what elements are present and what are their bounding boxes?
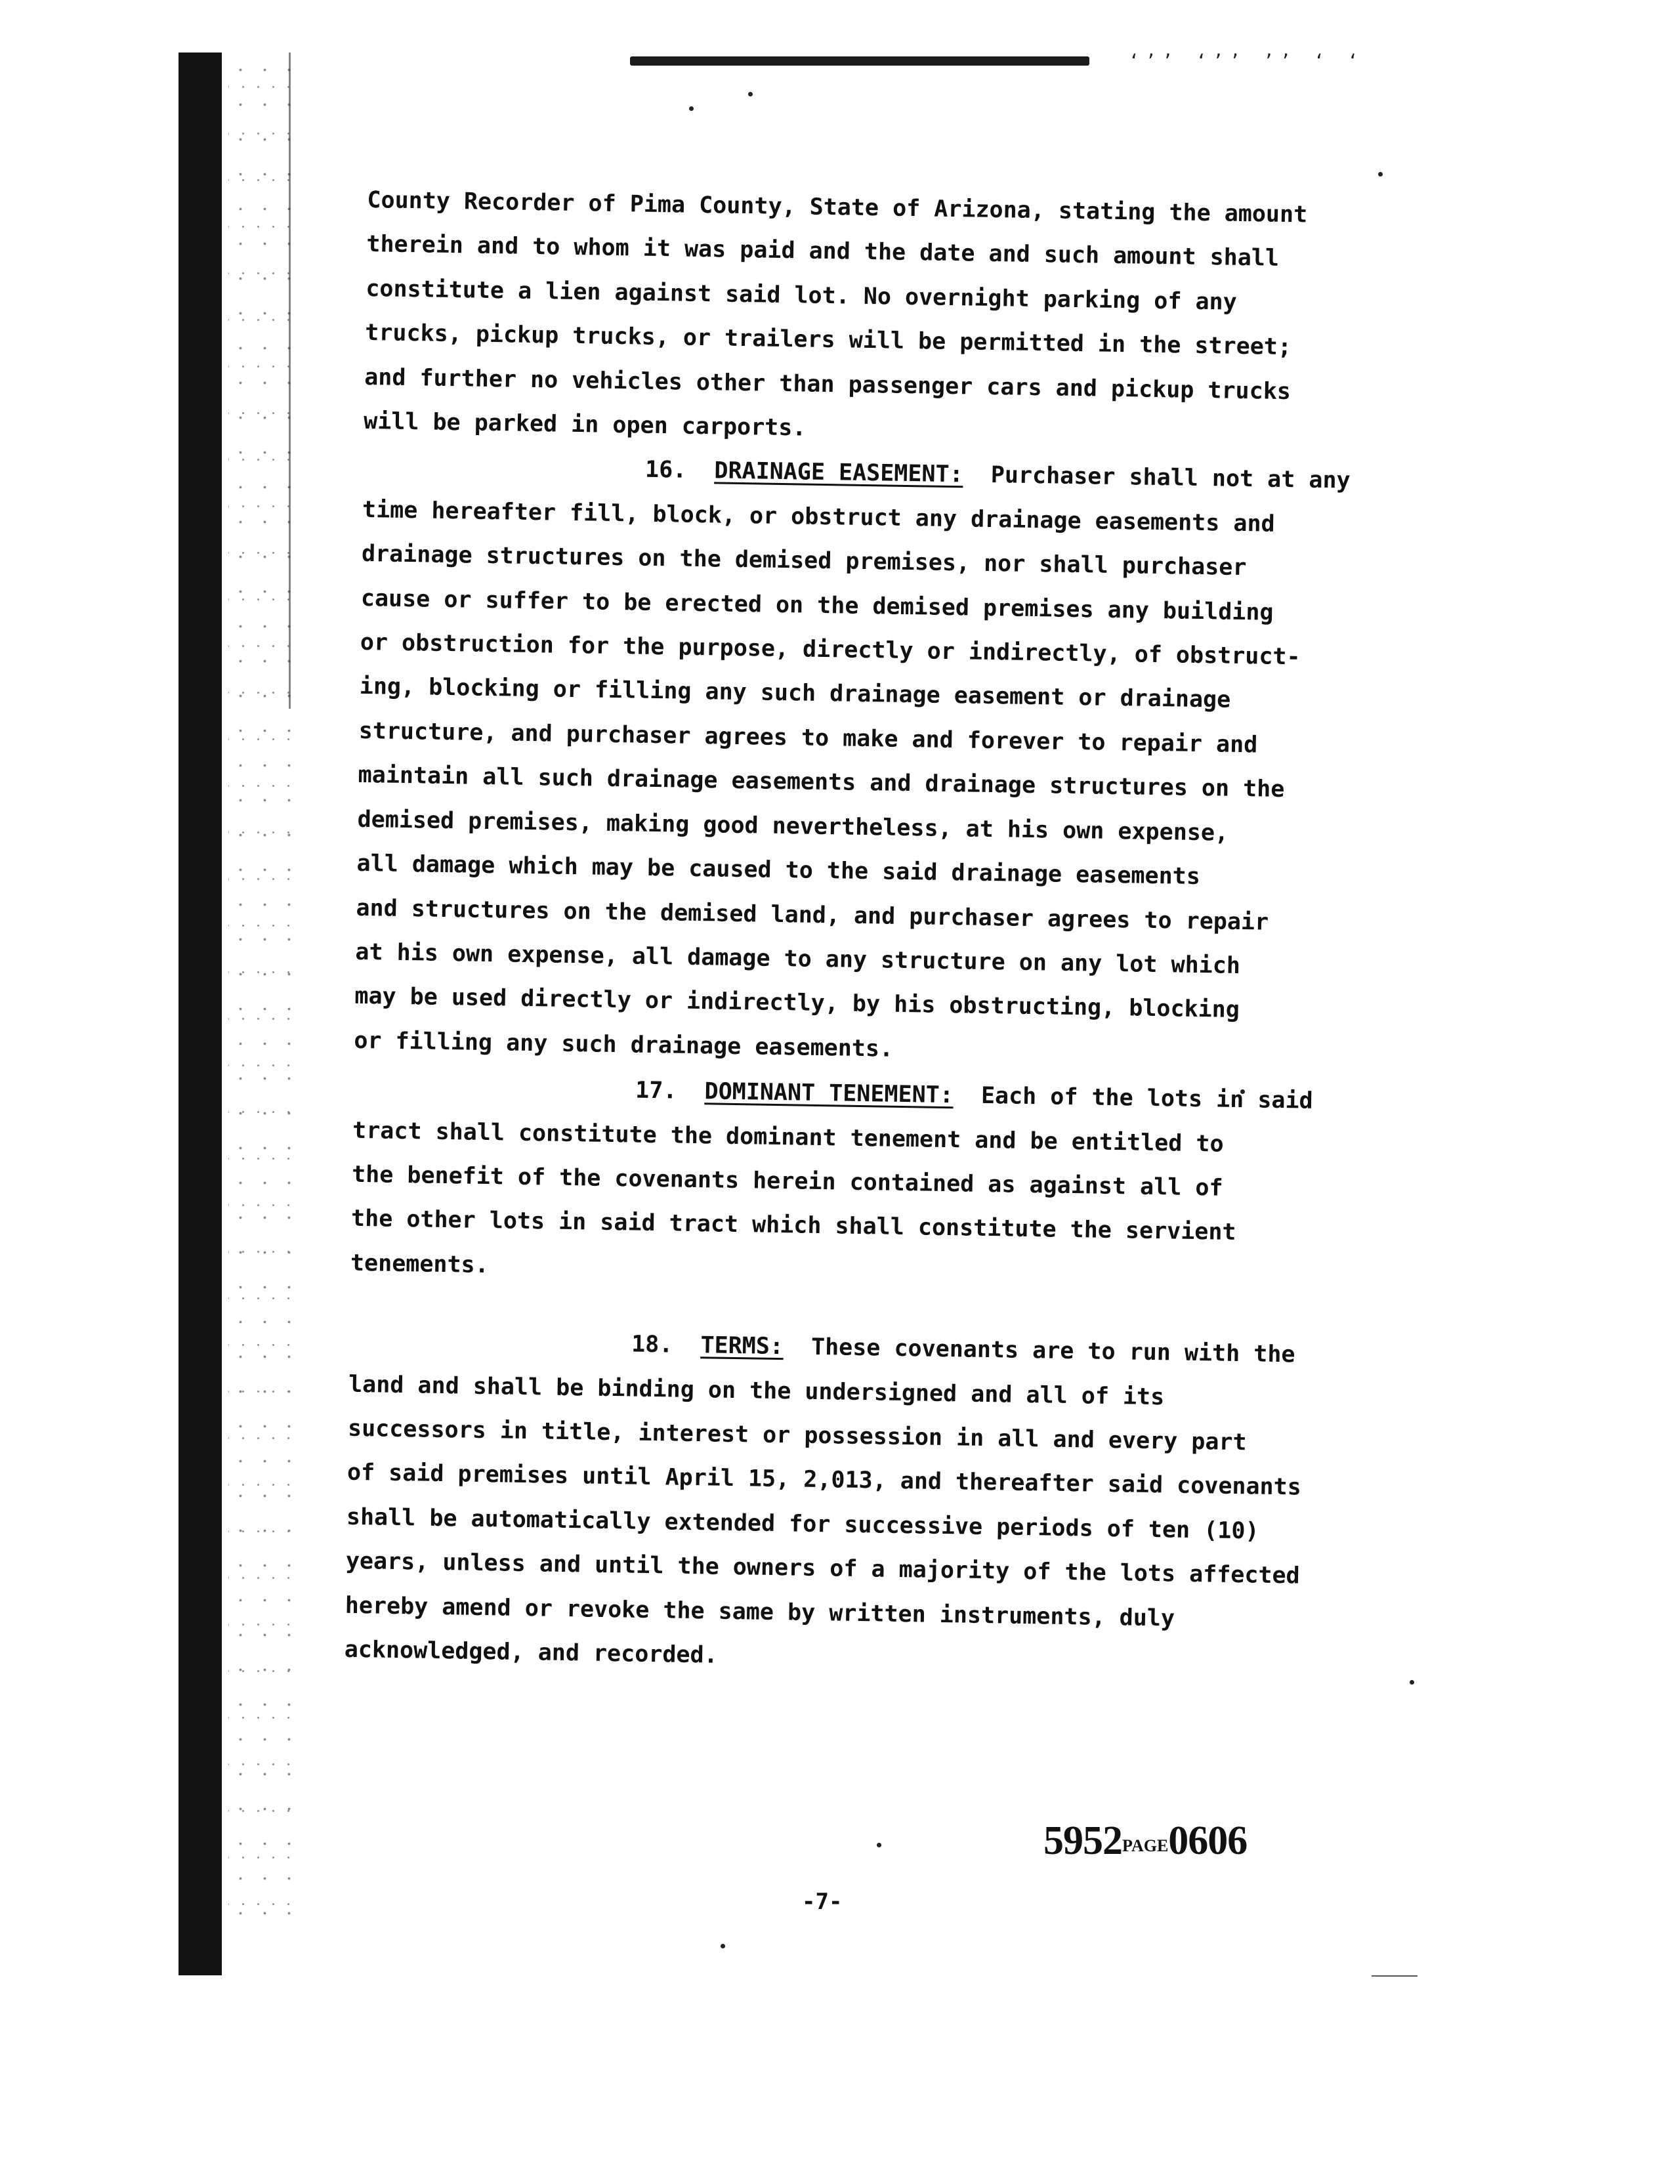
scan-dot	[877, 1843, 881, 1847]
binding-line	[289, 52, 291, 709]
section-body: time hereafter fill, block, or obstruct any drainage easements and drainage structures on the demised premises, nor shall purchaser cause or suffer to be erected on the demised premises any building or obstruction for the purpose, directly or indirectly, of obstruct- ing, blocking or filling any such drainage easement or drainage structure, and purchaser agrees to make and forever to repair and maintain all such drainage easements and drainage structures on the demised premises, making good nevertheless, at his own expense, all damage which may be caused to the said drainage easements and structures on the demised land, and purchaser agrees to repair at his own expense, all damage to any structure on any lot which may be used directly or indirectly, by his obstructing, blocking or filling any such drainage easements.	[354, 496, 1301, 1062]
scan-dot	[689, 106, 694, 111]
section-number: 16.	[644, 457, 687, 484]
top-edge-marks: ‘’’ ‘’’ ’’ ‘ ‘	[1129, 51, 1365, 71]
section-first-line: Purchaser shall not at any	[990, 462, 1351, 495]
book-number: 5952	[1043, 1818, 1122, 1863]
page-reference: 0606	[1168, 1818, 1248, 1863]
opening-paragraph: County Recorder of Pima County, State of Arizona, stating the amount therein and to whom it was paid and the date and such amount shall constitute a lien against said lot. No overnight parking of any trucks, pickup trucks, or trailers will be permitted in the street; and further no vehicles other than passenger cars and pickup trucks will be parked in open carports.	[363, 186, 1308, 442]
section-body: land and shall be binding on the undersigned and all of its successors in title, interest or possession in all and every part of said premises until April 15, 2,013, and thereafter said covenants shall be automatically extended for successive periods of ten (10) years, unless and until the owners of a majority of the lots affected hereby amend or revoke the same by written instruments, duly acknowledged, and recorded.	[344, 1371, 1302, 1669]
section-heading: DRAINAGE EASEMENT:	[714, 457, 964, 488]
section-first-line: These covenants are to run with the	[810, 1334, 1295, 1368]
page-label: PAGE	[1122, 1836, 1169, 1855]
section-18	[344, 1318, 1399, 1689]
section-16	[354, 444, 1414, 1080]
paragraph-indent	[363, 472, 645, 477]
section-heading: DOMINANT TENEMENT:	[704, 1078, 954, 1109]
scan-dot	[1378, 172, 1383, 177]
section-heading: TERMS:	[700, 1332, 784, 1360]
paragraph-indent	[349, 1347, 631, 1352]
scan-dot	[1410, 1680, 1414, 1685]
document-body	[344, 178, 1418, 1689]
scan-dot	[748, 92, 753, 96]
binding-shadow	[178, 52, 222, 1975]
scan-dot	[721, 1944, 725, 1948]
paragraph-indent	[353, 1093, 635, 1098]
section-17	[350, 1064, 1403, 1302]
section-number: 18.	[631, 1331, 673, 1358]
page-number: -7-	[802, 1889, 843, 1915]
bottom-edge-mark	[1372, 1975, 1418, 1977]
top-edge-smear	[630, 56, 1089, 66]
book-page-stamp	[1043, 1818, 1247, 1864]
section-body: tract shall constitute the dominant tenement and be entitled to the benefit of the covenants herein contained as against all of the other lots in said tract which shall constitute the servient tenements.	[350, 1117, 1236, 1278]
section-first-line: Each of the lots in said	[980, 1082, 1313, 1114]
section-number: 17.	[635, 1077, 677, 1104]
